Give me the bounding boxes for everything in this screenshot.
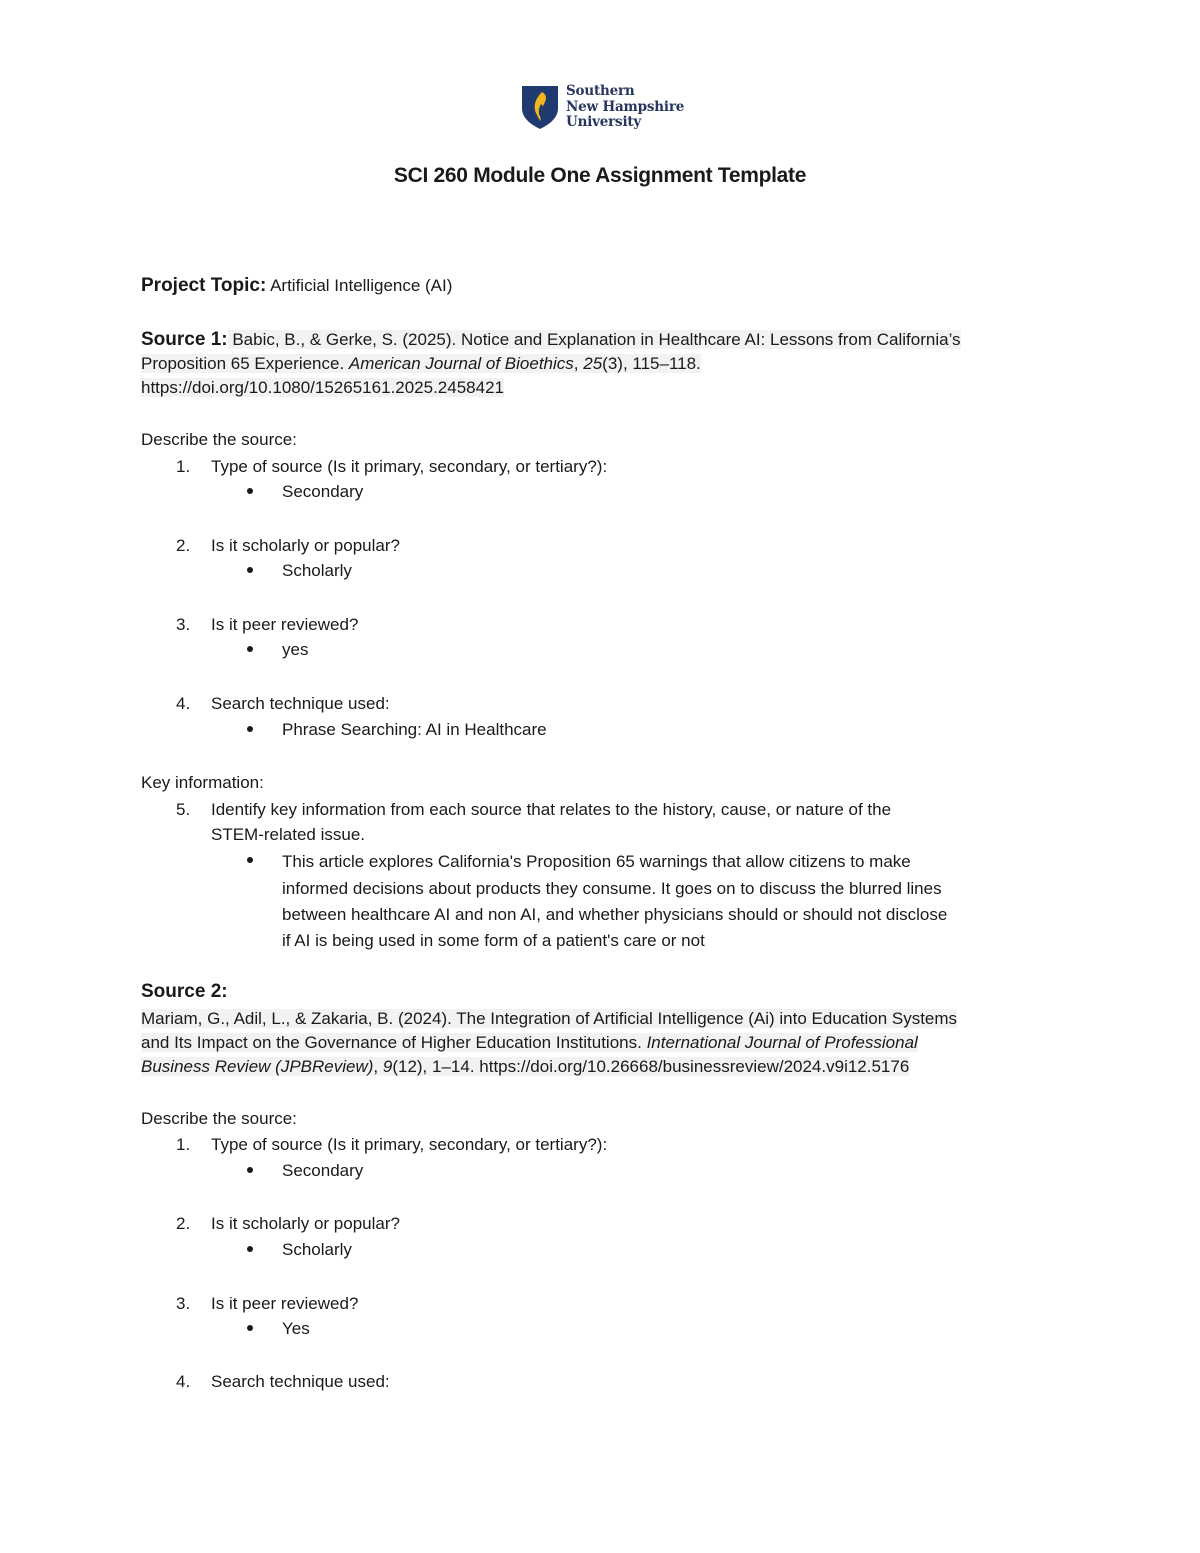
list-number: 5.	[176, 800, 191, 819]
source1-doi-line	[141, 376, 504, 400]
bullet-icon	[247, 646, 253, 652]
source1-citation-line1	[141, 328, 961, 352]
list-number: 3.	[176, 615, 191, 634]
logo-line-3: University	[566, 114, 642, 130]
page-title: SCI 260 Module One Assignment Template	[393, 164, 807, 187]
source1-doi-link[interactable]: https://doi.org/10.1080/15265161.2025.2458421	[141, 378, 504, 397]
bullet-icon	[247, 1167, 253, 1173]
source1-sep: ,	[573, 354, 584, 373]
bullet-icon	[247, 1325, 253, 1331]
source1-q3: Is it peer reviewed?	[211, 615, 359, 634]
source2-label-text: Source 2:	[141, 981, 228, 1002]
source2-issue-pages-doi: (12), 1–14. https://doi.org/10.26668/businessreview/2024.v9i12.5176	[392, 1057, 910, 1076]
source1-q5-line2: STEM-related issue.	[211, 825, 365, 844]
source1-label: Source 1:	[141, 329, 228, 350]
source2-cite-text1: Mariam, G., Adil, L., & Zakaria, B. (2024). The Integration of Artificial Intelligence (Ai) into Education Systems	[141, 1009, 958, 1028]
source2-q4: Search technique used:	[211, 1372, 390, 1391]
source1-a1: Secondary	[282, 482, 364, 501]
source1-a3: yes	[282, 640, 309, 659]
logo-line-1: Southern	[566, 83, 635, 99]
source2-volume: 9	[382, 1057, 393, 1076]
shield-flame-icon	[520, 84, 560, 130]
project-topic	[141, 274, 452, 298]
source1-a5-line1: This article explores California's Proposition 65 warnings that allow citizens to make	[282, 852, 911, 871]
source1-journal: American Journal of Bioethics	[348, 354, 574, 373]
source1-q2: Is it scholarly or popular?	[211, 536, 400, 555]
logo-line-2: New Hampshire	[566, 98, 685, 115]
source2-citation-line3	[141, 1055, 909, 1079]
list-number: 4.	[176, 1372, 191, 1391]
bullet-icon	[247, 567, 253, 573]
snhu-logo	[520, 84, 684, 131]
key-information-label: Key information:	[141, 773, 264, 792]
source2-a3: Yes	[282, 1319, 310, 1338]
source1-describe-label: Describe the source:	[141, 430, 297, 449]
source1-a2: Scholarly	[282, 561, 352, 580]
source1-cite-pre: Proposition 65 Experience.	[141, 354, 349, 373]
bullet-icon	[247, 857, 253, 863]
source2-q3: Is it peer reviewed?	[211, 1294, 359, 1313]
bullet-icon	[247, 488, 253, 494]
source2-q1: Type of source (Is it primary, secondary, or tertiary?):	[211, 1135, 608, 1154]
source1-cite-text: Babic, B., & Gerke, S. (2025). Notice and Explanation in Healthcare AI: Lessons from California’s	[227, 330, 961, 349]
source1-citation-line2	[141, 352, 701, 376]
source2-a2: Scholarly	[282, 1240, 352, 1259]
source2-citation-line1	[141, 1007, 957, 1031]
source2-a1: Secondary	[282, 1161, 364, 1180]
list-number: 4.	[176, 694, 191, 713]
source1-issue-pages: (3), 115–118.	[602, 354, 701, 373]
source1-a4: Phrase Searching: AI in Healthcare	[282, 720, 547, 739]
source1-a5-line4: if AI is being used in some form of a patient's care or not	[282, 931, 705, 950]
bullet-icon	[247, 1246, 253, 1252]
project-topic-label: Project Topic:	[141, 275, 267, 296]
source2-q2: Is it scholarly or popular?	[211, 1214, 400, 1233]
source2-journal-1: International Journal of Professional	[646, 1033, 918, 1052]
source2-citation-line2	[141, 1031, 918, 1055]
bullet-icon	[247, 726, 253, 732]
list-number: 2.	[176, 1214, 191, 1233]
source2-journal-2: Business Review (JPBReview)	[141, 1057, 374, 1076]
source1-q4: Search technique used:	[211, 694, 390, 713]
source2-describe-label: Describe the source:	[141, 1109, 297, 1128]
logo-wordmark	[566, 84, 684, 131]
list-number: 3.	[176, 1294, 191, 1313]
list-number: 1.	[176, 457, 191, 476]
source2-sep: ,	[373, 1057, 383, 1076]
source2-cite-pre: and Its Impact on the Governance of Higher Education Institutions.	[141, 1033, 647, 1052]
list-number: 2.	[176, 536, 191, 555]
list-number: 1.	[176, 1135, 191, 1154]
source1-a5-line2: informed decisions about products they consume. It goes on to discuss the blurred lines	[282, 879, 942, 898]
source1-q1: Type of source (Is it primary, secondary, or tertiary?):	[211, 457, 608, 476]
project-topic-value: Artificial Intelligence (AI)	[266, 276, 453, 295]
source1-q5-line1: Identify key information from each source that relates to the history, cause, or nature of the	[211, 800, 892, 819]
source2-label	[141, 980, 228, 1004]
source1-a5-line3: between healthcare AI and non AI, and whether physicians should or should not disclose	[282, 905, 948, 924]
source1-volume: 25	[583, 354, 603, 373]
